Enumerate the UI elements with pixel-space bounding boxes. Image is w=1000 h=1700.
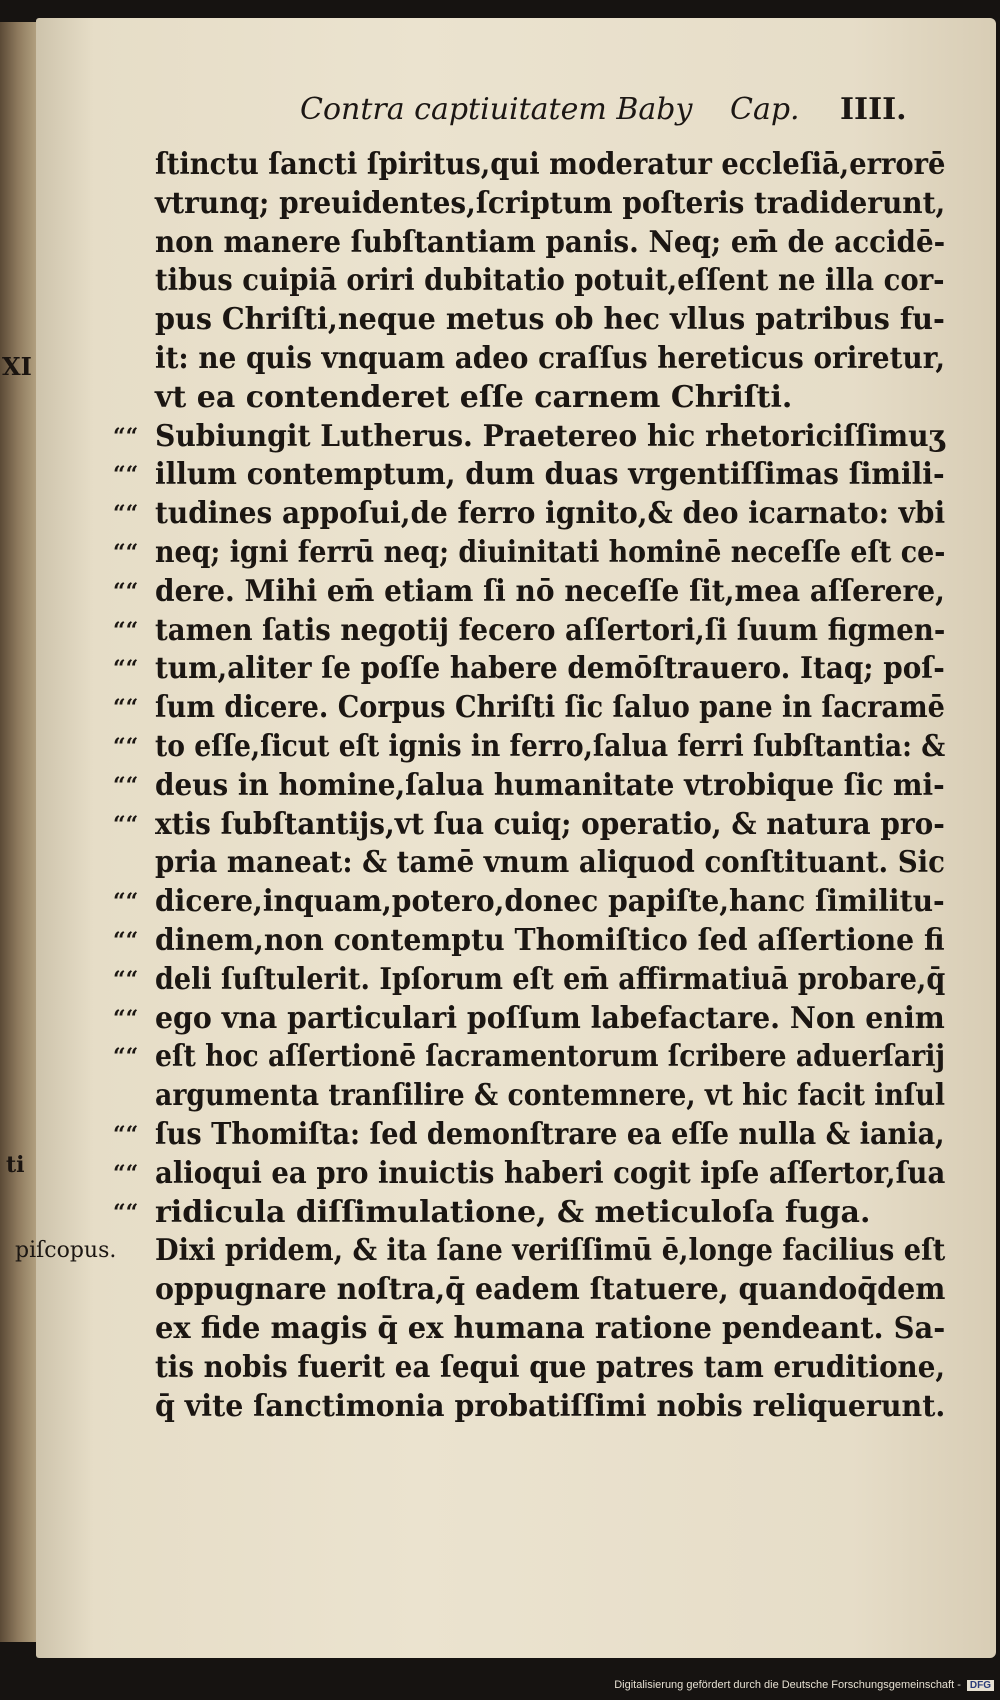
marginal-quote-mark: ““: [113, 1160, 139, 1187]
text-line: [113, 767, 945, 806]
text-line-content: pus Chriſti,neque metus ob hec vllus patribus fu-: [155, 302, 945, 338]
marginal-quote-mark: ““: [113, 539, 139, 566]
text-line: [113, 1194, 945, 1233]
text-line-content: ridicula diſſimulatione, & meticuloſa fuga.: [155, 1194, 871, 1230]
text-line: [113, 1000, 945, 1039]
text-line: [155, 1310, 945, 1349]
text-line-content: ſus Thomiſta: ſed demonſtrare ea eſſe nulla & iania,: [155, 1116, 945, 1152]
footer-credit: [614, 1676, 994, 1694]
margin-fragment: XI: [2, 352, 32, 381]
text-line-content: tamen ſatis negotij fecero aſſertori,ſi ſuum figmen-: [155, 612, 946, 648]
text-line: [155, 844, 945, 883]
marginal-quote-mark: ““: [113, 811, 139, 838]
text-line-content: oppugnare noſtra,q̄ eadem ſtatuere, quandoq̄dem: [155, 1272, 946, 1308]
text-line: [113, 650, 945, 689]
text-line: [155, 185, 945, 224]
marginal-quote-mark: ““: [113, 772, 139, 799]
text-line: [155, 1349, 945, 1388]
adjacent-page-edge: [0, 22, 40, 1642]
marginal-quote-mark: ““: [113, 1005, 139, 1032]
text-line-content: Dixi pridem, & ita ſane veriſſimū ē,longe facilius eſt: [155, 1233, 946, 1269]
text-line: [155, 340, 945, 379]
body-text: [15, 146, 946, 1426]
text-line: [155, 1077, 945, 1116]
text-line-content: dinem,non contemptu Thomiſtico ſed aſſertione fi: [155, 922, 945, 958]
text-line-content: q̄ vite ſanctimonia probatiſſimi nobis reliquerunt.: [155, 1388, 946, 1424]
text-line: [113, 1038, 946, 1077]
text-line-content: to eſſe,ſicut eſt ignis in ferro,ſalua ferri ſubſtantia: &: [155, 728, 946, 764]
text-line: [113, 418, 945, 457]
header-number: IIII.: [840, 92, 907, 127]
text-line-content: non manere ſubſtantiam panis. Neq; em̄ de accidē-: [155, 224, 946, 260]
text-line: [113, 689, 945, 728]
text-line-content: tis nobis fuerit ea ſequi que patres tam eruditione,: [155, 1349, 945, 1385]
marginal-quote-mark: ““: [113, 889, 139, 916]
header-chapter: Cap.: [730, 92, 800, 127]
text-line-content: vt ea contenderet eſſe carnem Chriſti.: [155, 379, 793, 415]
text-line: [113, 806, 945, 845]
text-line: [113, 495, 946, 534]
marginal-quote-mark: ““: [113, 695, 139, 722]
text-line: [155, 379, 945, 418]
text-line: [113, 728, 946, 767]
text-line-content: alioqui ea pro inuictis haberi cogit ipſe aſſertor,ſua: [155, 1155, 946, 1191]
text-line: [155, 262, 945, 301]
margin-fragment: ti: [6, 1152, 25, 1178]
text-line: [113, 961, 946, 1000]
marginal-quote-mark: ““: [113, 966, 139, 993]
marginal-quote-mark: ““: [113, 733, 139, 760]
marginal-quote-mark: ““: [113, 423, 139, 450]
text-line-content: it: ne quis vnquam adeo craſſus hereticus oriretur,: [155, 340, 946, 376]
text-line: [113, 922, 945, 961]
margin-note: piſcopus.: [15, 1238, 117, 1264]
marginal-quote-mark: ““: [113, 1044, 139, 1071]
text-line: [113, 612, 946, 651]
text-line: [113, 1116, 945, 1155]
text-line-content: ex fide magis q̄ ex humana ratione pendeant. Sa-: [155, 1310, 946, 1346]
text-line: [155, 301, 945, 340]
text-line-content: pria maneat: & tamē vnum aliquod conſtituant. Sic: [155, 845, 945, 881]
text-line: [113, 456, 945, 495]
text-line: [155, 224, 945, 263]
text-line: [15, 1232, 946, 1271]
text-line-content: tudines appoſui,de ferro ignito,& deo icarnato: vbi: [155, 496, 946, 532]
text-line-content: argumenta tranſilire & contemnere, vt hic facit inſul: [155, 1078, 946, 1114]
text-line-content: tibus cuipiā oriri dubitatio potuit,eſſent ne illa cor-: [155, 263, 945, 299]
dfg-logo: DFG: [967, 1680, 994, 1691]
footer-credit-text: Digitalisierung gefördert durch die Deutsche Forschungsgemeinschaft -: [614, 1679, 961, 1691]
text-line-content: deli ſuſtulerit. Ipſorum eſt em̄ affirmatiuā probare,q̄: [155, 961, 946, 997]
text-line: [155, 1388, 945, 1427]
marginal-quote-mark: ““: [113, 617, 139, 644]
text-line-content: dicere,inquam,potero,donec papiſte,hanc ſimilitu-: [155, 884, 945, 920]
text-line-content: deus in homine,ſalua humanitate vtrobique ſic mi-: [155, 767, 945, 803]
running-header: [300, 92, 920, 136]
text-line: [113, 883, 945, 922]
marginal-quote-mark: ““: [113, 501, 139, 528]
text-line-content: neq; igni ferrū neq; diuinitati hominē neceſſe eſt ce-: [155, 534, 946, 570]
marginal-quote-mark: ““: [113, 578, 139, 605]
text-line: [113, 534, 946, 573]
text-line-content: vtrunq; preuidentes,ſcriptum poſteris tradiderunt,: [155, 185, 946, 221]
marginal-quote-mark: ““: [113, 1199, 139, 1226]
marginal-quote-mark: ““: [113, 656, 139, 683]
header-title: Contra captiuitatem Baby: [300, 92, 693, 127]
marginal-quote-mark: ““: [113, 927, 139, 954]
text-line-content: ego vna particulari poſſum labefactare. Non enim: [155, 1000, 945, 1036]
text-line-content: eſt hoc aſſertionē ſacramentorum ſcribere aduerſarij: [155, 1039, 946, 1075]
text-line: [113, 573, 945, 612]
text-line-content: Subiungit Lutherus. Praetereo hic rhetoriciſſimuʒ: [155, 418, 945, 454]
text-line-content: dere. Mihi em̄ etiam ſi nō neceſſe ſit,mea aſſerere,: [155, 573, 945, 609]
text-line-content: ſtinctu ſancti ſpiritus,qui moderatur eccleſiā,errorē: [155, 147, 946, 182]
text-line-content: tum,aliter ſe poſſe habere demōſtrauero. Itaq; poſ-: [155, 651, 945, 687]
text-line: [155, 1271, 945, 1310]
marginal-quote-mark: ““: [113, 1121, 139, 1148]
text-line-content: xtis ſubſtantijs,vt ſua cuiq; operatio, & natura pro-: [155, 806, 945, 842]
text-line-content: ſum dicere. Corpus Chriſti ſic ſaluo pane in ſacramē: [155, 690, 945, 726]
text-line-content: illum contemptum, dum duas vrgentiſſimas ſimili-: [155, 457, 945, 493]
text-line: [155, 146, 945, 185]
marginal-quote-mark: ““: [113, 462, 139, 489]
text-line: [113, 1155, 946, 1194]
